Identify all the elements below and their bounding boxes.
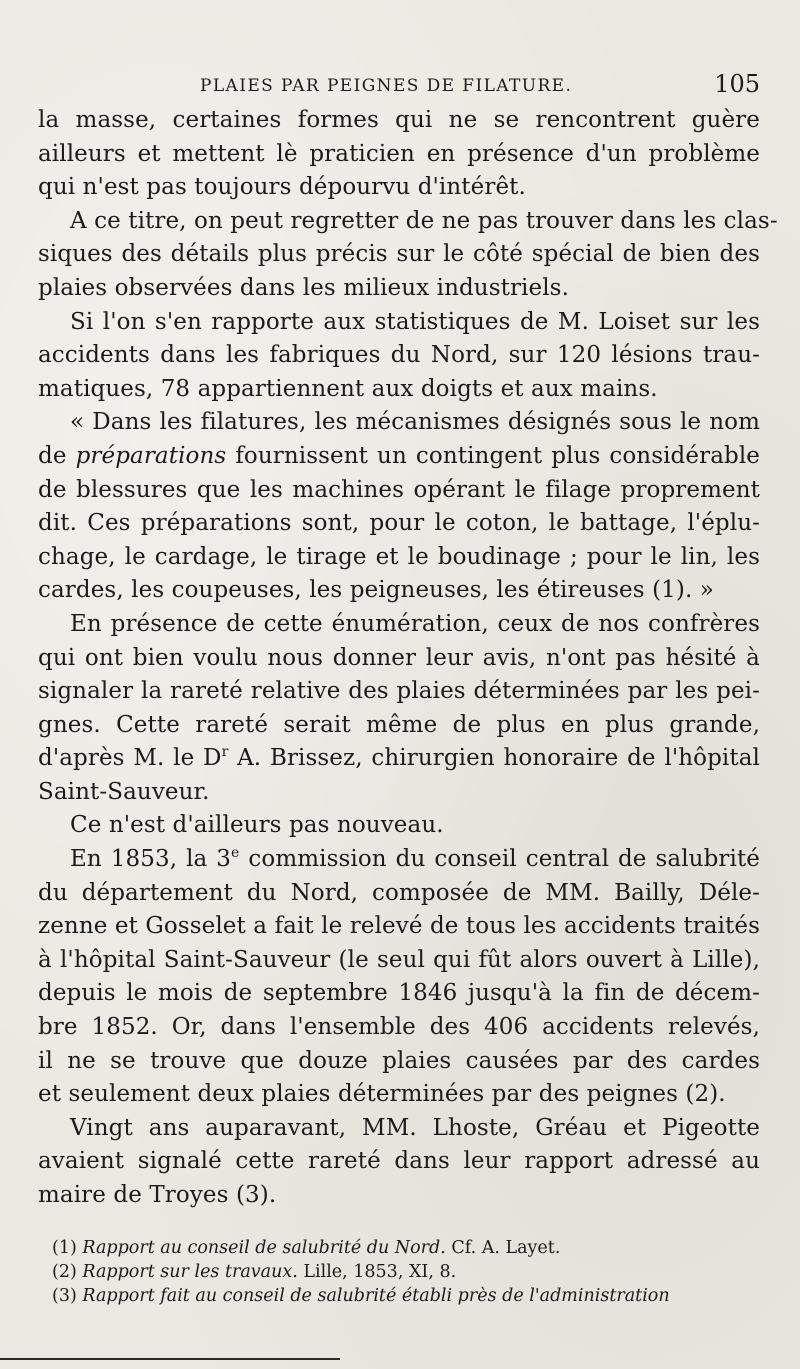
footnote-1 <box>52 1236 760 1260</box>
text-line: En présence de cette énumération, ceux de nos confrères <box>70 610 760 637</box>
text-span: fournissent un contingent plus considérable <box>226 442 760 469</box>
text-line: zenne et Gosselet a fait le relevé de tous les accidents traités <box>38 913 760 940</box>
text-line: matiques, 78 appartiennent aux doigts et aux mains. <box>38 375 658 402</box>
superscript: r <box>221 744 229 761</box>
text-line: Si l'on s'en rapporte aux statistiques de M. Loiset sur les <box>70 308 760 335</box>
footnote-title: Rapport fait au conseil de salubrité établi près de l'administration <box>82 1286 670 1306</box>
text-line: la masse, certaines formes qui ne se rencontrent guère <box>38 107 760 133</box>
text-line: et seulement deux plaies déterminées par des peignes (2). <box>38 1081 726 1108</box>
text-line: il ne se trouve que douze plaies causées par des cardes <box>38 1047 760 1074</box>
text-line: « Dans les filatures, les mécanismes désignés sous le nom <box>70 409 760 436</box>
text-line: signaler la rareté relative des plaies déterminées par les pei- <box>38 678 760 705</box>
text-line <box>38 843 760 877</box>
footnote-title: Rapport sur les travaux. <box>82 1262 298 1282</box>
page-edge-line <box>0 1358 340 1360</box>
text-line: du département du Nord, composée de MM. Bailly, Déle- <box>38 879 760 906</box>
body-text <box>38 104 778 1213</box>
text-span: A. Brissez, chirurgien honoraire de l'hôpital <box>228 745 760 772</box>
running-head <box>0 70 800 104</box>
footnote-3 <box>52 1284 760 1308</box>
text-span: d'après M. le D <box>38 745 222 772</box>
text-line: gnes. Cette rareté serait même de plus en plus grande, <box>38 711 760 738</box>
text-line: plaies observées dans les milieux industriels. <box>38 274 569 301</box>
text-line: ailleurs et mettent lè praticien en présence d'un problème <box>38 140 760 167</box>
footnote-ref: Cf. A. Layet. <box>445 1238 561 1258</box>
page-number: 105 <box>714 70 760 98</box>
footnote-number: (2) <box>52 1262 77 1282</box>
text-line: Saint-Sauveur. <box>38 778 210 805</box>
text-line <box>38 440 760 474</box>
text-line: A ce titre, on peut regretter de ne pas trouver dans les clas- <box>70 207 778 234</box>
text-line: siques des détails plus précis sur le côté spécial de bien des <box>38 241 760 268</box>
footnote-number: (3) <box>52 1286 77 1306</box>
text-span: En 1853, la 3 <box>70 846 232 873</box>
text-line: depuis le mois de septembre 1846 jusqu'à la fin de décem- <box>38 980 760 1007</box>
text-line: maire de Troyes (3). <box>38 1182 277 1208</box>
text-line: qui ont bien voulu nous donner leur avis, n'ont pas hésité à <box>38 644 760 671</box>
superscript: e <box>231 845 240 862</box>
text-line: à l'hôpital Saint-Sauveur (le seul qui fût alors ouvert à Lille), <box>38 946 760 973</box>
text-line: cardes, les coupeuses, les peigneuses, les étireuses (1). » <box>38 577 714 604</box>
footnote-2 <box>52 1260 760 1284</box>
italic-term: préparations <box>75 442 227 469</box>
text-line <box>38 742 760 776</box>
text-span: de <box>38 442 76 469</box>
text-line: bre 1852. Or, dans l'ensemble des 406 accidents relevés, <box>38 1014 760 1041</box>
text-span: commission du conseil central de salubrité <box>239 846 760 873</box>
text-line: chage, le cardage, le tirage et le boudinage ; pour le lin, les <box>38 543 760 570</box>
footnotes <box>52 1236 760 1308</box>
footnote-title: Rapport au conseil de salubrité du Nord. <box>82 1238 446 1258</box>
footnote-ref: Lille, 1853, XI, 8. <box>297 1262 457 1282</box>
text-line: dit. Ces préparations sont, pour le coton, le battage, l'éplu- <box>38 510 760 537</box>
text-line: de blessures que les machines opérant le filage proprement <box>38 476 760 503</box>
text-line: Ce n'est d'ailleurs pas nouveau. <box>70 812 444 839</box>
text-line: avaient signalé cette rareté dans leur rapport adressé au <box>38 1148 760 1175</box>
footnote-number: (1) <box>52 1238 77 1258</box>
text-line: accidents dans les fabriques du Nord, sur 120 lésions trau- <box>38 342 760 369</box>
running-title: PLAIES PAR PEIGNES DE FILATURE. <box>200 76 573 96</box>
text-line: Vingt ans auparavant, MM. Lhoste, Gréau et Pigeotte <box>70 1114 760 1141</box>
text-line: qui n'est pas toujours dépourvu d'intérêt. <box>38 174 526 201</box>
